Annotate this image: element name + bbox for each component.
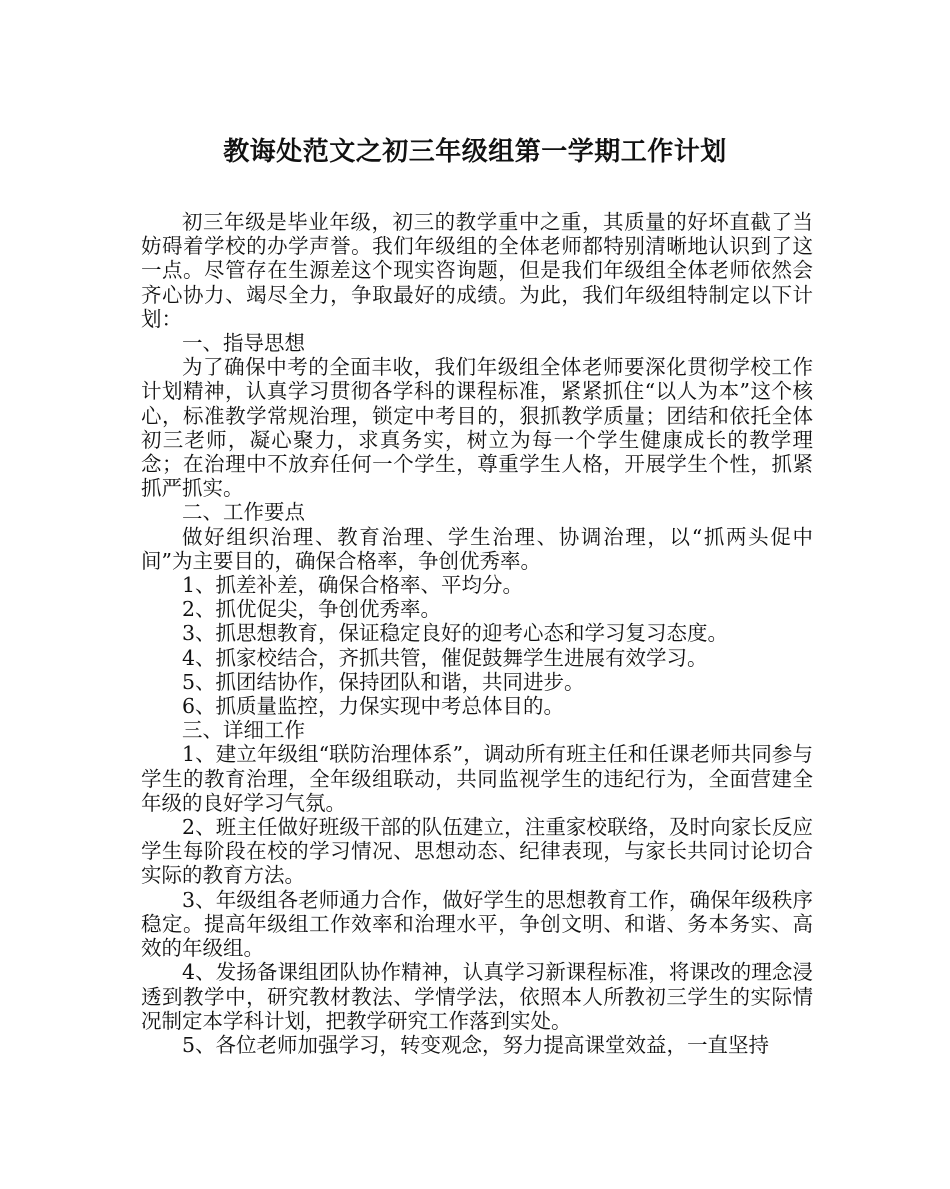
- detailed-work-item: 4、发扬备课组团队协作精神，认真学习新课程标准，将课改的理念浸透到教学中，研究教材教法、学情学法，依照本人所教初三学生的实际情况制定本学科计划，把教学研究工作落到实处。: [141, 960, 813, 1033]
- detailed-work-item: 3、年级组各老师通力合作，做好学生的思想教育工作，确保年级秩序稳定。提高年级组工作效率和治理水平，争创文明、和谐、务本务实、高效的年级组。: [141, 887, 813, 961]
- section-heading-guiding-ideology: 一、指导思想: [182, 331, 305, 356]
- intro-paragraph: 初三年级是毕业年级，初三的教学重中之重，其质量的好坏直截了当妨碍着学校的办学声誉。我们年级组的全体老师都特别清晰地认识到了这一点。尽管存在生源差这个现实咨询题，但是我们年级组全体老师依然会齐心协力、竭尽全力，争取最好的成绩。为此，我们年级组特制定以下计划：: [141, 210, 813, 331]
- work-point-item: 1、抓差补差，确保合格率、平均分。: [182, 573, 524, 598]
- section-heading-detailed-work: 三、详细工作: [182, 718, 305, 743]
- detailed-work-item: 1、建立年级组“联防治理体系”，调动所有班主任和任课老师共同参与学生的教育治理，全年级组联动，共同监视学生的违纪行为，全面营建全年级的良好学习气氛。: [141, 742, 813, 815]
- guiding-ideology-paragraph: 为了确保中考的全面丰收，我们年级组全体老师要深化贯彻学校工作计划精神，认真学习贯彻各学科的课程标准，紧紧抓住“以人为本”这个核心，标准教学常规治理，锁定中考目的，狠抓教学质量；团结和依托全体初三老师，凝心聚力，求真务实，树立为每一个学生健康成长的教学理念；在治理中不放弃任何一个学生，尊重学生人格，开展学生个性，抓紧抓严抓实。: [141, 355, 813, 501]
- section-heading-work-points: 二、工作要点: [182, 500, 305, 525]
- document-body: [141, 210, 813, 1057]
- work-point-item: 6、抓质量监控，力保实现中考总体目的。: [182, 694, 565, 719]
- detailed-work-item: 5、各位老师加强学习，转变观念，努力提高课堂效益，一直坚持: [182, 1032, 770, 1057]
- detailed-work-item: 2、班主任做好班级干部的队伍建立，注重家校联络，及时向家长反应学生每阶段在校的学习情况、思想动态、纪律表现，与家长共同讨论切合实际的教育方法。: [141, 815, 813, 888]
- document-title: 教诲处范文之初三年级组第一学期工作计划: [223, 137, 727, 167]
- work-point-item: 3、抓思想教育，保证稳定良好的迎考心态和学习复习态度。: [182, 621, 729, 646]
- work-points-paragraph: 做好组织治理、教育治理、学生治理、协调治理，以“抓两头促中间”为主要目的，确保合格率，争创优秀率。: [141, 524, 813, 573]
- work-point-item: 4、抓家校结合，齐抓共管，催促鼓舞学生进展有效学习。: [182, 645, 708, 670]
- work-point-item: 5、抓团结协作，保持团队和谐，共同进步。: [182, 669, 585, 694]
- work-point-item: 2、抓优促尖，争创优秀率。: [182, 597, 442, 622]
